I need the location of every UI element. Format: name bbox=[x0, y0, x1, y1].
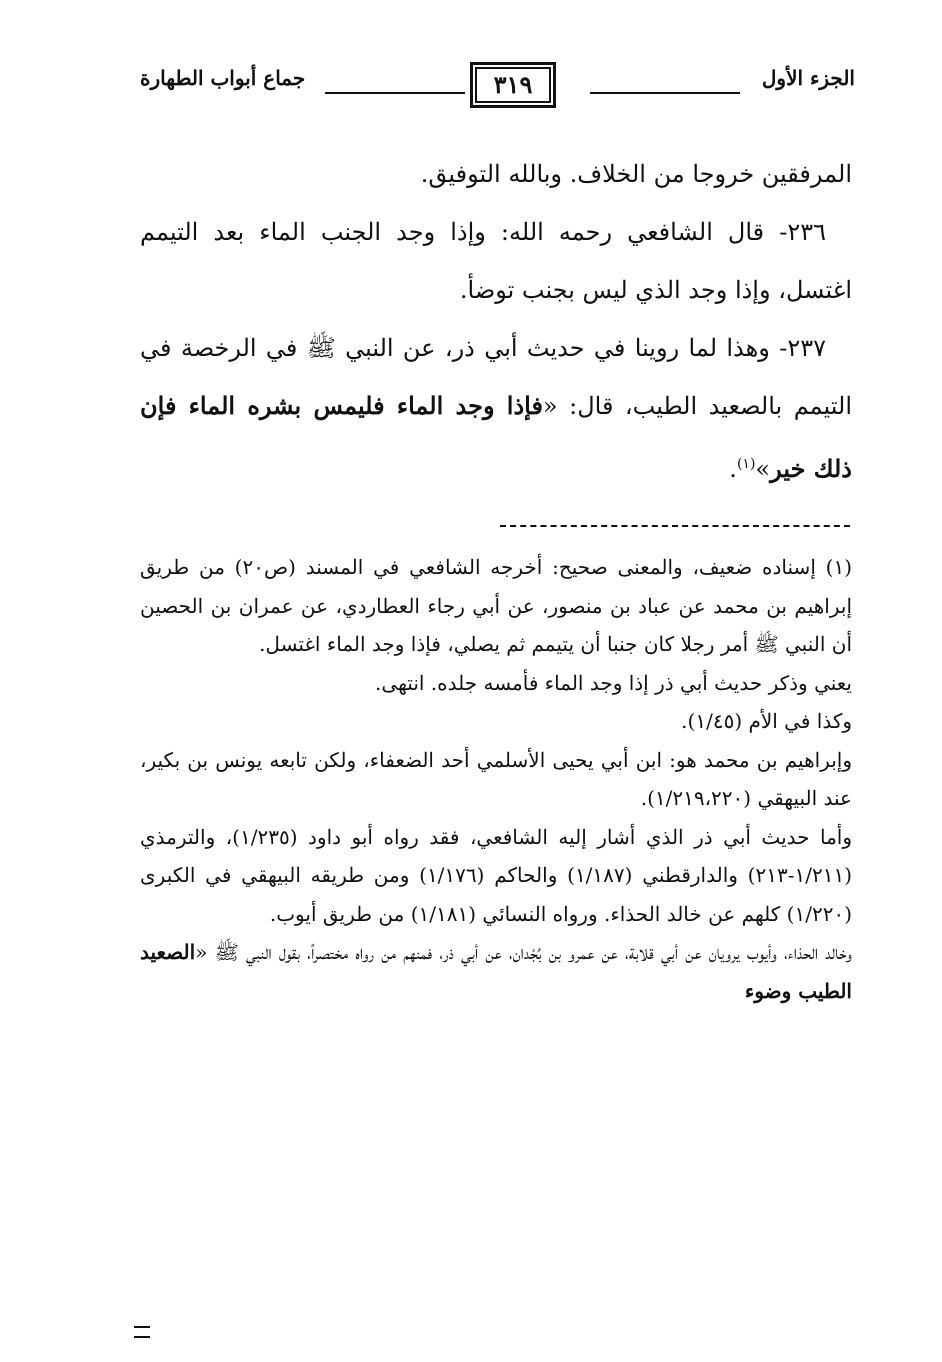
footnote-quote: الصعيد الطيب وضوء bbox=[140, 940, 852, 1003]
period: . bbox=[729, 455, 737, 483]
footnote-line-4: وإبراهيم بن محمد هو: ابن أبي يحيى الأسلمي أحد الضعفاء، ولكن تابعه يونس بن بكير، عند البيهقي (١/٢١٩،٢٢٠). bbox=[140, 747, 852, 810]
continuation-mark bbox=[134, 1326, 150, 1338]
footnote-1: (١) إسناده ضعيف، والمعنى صحيح: أخرجه الشافعي في المسند (ص٢٠) من طريق إبراهيم بن محمد عن عباد بن منصور، عن أبي رجاء العطاردي، عن عمران بن الحصين أن النبي ﷺ أمر رجلا كان جنبا أن يتيمم ثم يصلي، فإذا وجد الماء اغتسل. bbox=[140, 555, 853, 656]
chapter-title: جماع أبواب الطهارة bbox=[140, 66, 306, 90]
quote-close: » bbox=[755, 455, 771, 483]
paragraph-236: ٢٣٦- قال الشافعي رحمه الله: وإذا وجد الجنب الماء بعد التيمم اغتسل، وإذا وجد الذي ليس بجنب توضأ. bbox=[140, 218, 852, 304]
paragraph-237-text: ٢٣٧- وهذا لما روينا في حديث أبي ذر، عن النبي ﷺ في الرخصة في التيمم بالصعيد الطيب، قال: « bbox=[140, 334, 853, 420]
paragraph-1: المرفقين خروجا من الخلاف. وبالله التوفيق. bbox=[420, 160, 852, 188]
footnote-separator bbox=[500, 525, 850, 527]
page-number-box: ٣١٩ bbox=[470, 62, 556, 108]
main-text bbox=[140, 145, 852, 498]
page-header bbox=[140, 62, 855, 112]
header-rule-right bbox=[590, 92, 740, 94]
hadith-quote: فإذا وجد الماء فليمس بشره الماء فإن ذلك خير bbox=[140, 391, 852, 483]
header-rule-left bbox=[325, 92, 465, 94]
footnote-line-6 bbox=[140, 933, 852, 1010]
footnote-line-6-text: وخالد الحذاء، وأيوب يرويان عن أبي قلابة، عن عمرو بن بُجْدان، عن أبي ذر، فمنهم من رواه مختصراً، بقول النبي ﷺ « bbox=[195, 940, 852, 964]
footnote-line-2: يعني وذكر حديث أبي ذر إذا وجد الماء فأمسه جلده. انتهى. bbox=[375, 670, 852, 695]
footnote-line-5: وأما حديث أبي ذر الذي أشار إليه الشافعي، فقد رواه أبو داود (١/٢٣٥)، والترمذي (١/٢١١-٢١٣) والدارقطني (١/١٨٧) والحاكم (١/١٧٦) ومن طريقه البيهقي في الكبرى (١/٢٢٠) كلهم عن خالد الحذاء. ورواه النسائي (١/١٨١) من طريق أيوب. bbox=[140, 824, 853, 926]
footnote-ref: (١) bbox=[736, 456, 756, 472]
paragraph-237 bbox=[140, 319, 852, 498]
footnotes bbox=[140, 548, 852, 1010]
volume-title: الجزء الأول bbox=[761, 66, 855, 90]
footnote-line-3: وكذا في الأم (١/٤٥). bbox=[681, 709, 852, 733]
